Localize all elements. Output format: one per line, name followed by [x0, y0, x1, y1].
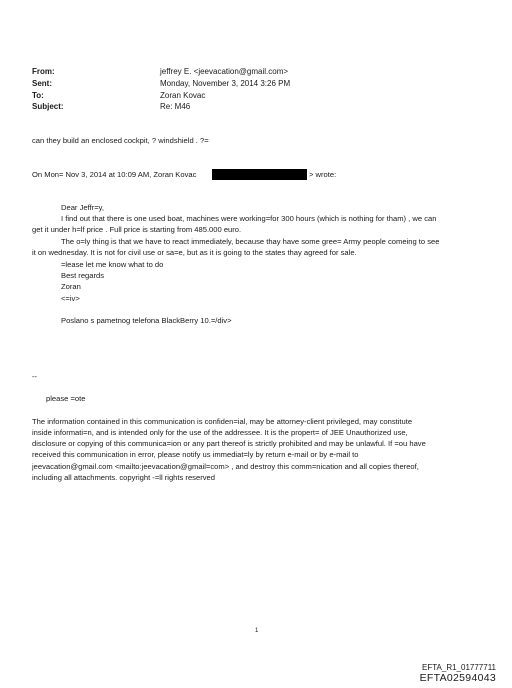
signature-dash: --	[32, 372, 38, 381]
disclaimer-line: The information contained in this communication is confiden=ial, may be attorney-client privileged, may constitute	[32, 417, 413, 426]
sent-label: Sent:	[32, 79, 52, 88]
from-label: From:	[32, 67, 55, 76]
quoted-line: Best regards	[61, 271, 105, 280]
bates-number-large: EFTA02594043	[419, 672, 496, 684]
subject-value: Re: M46	[160, 102, 191, 111]
sent-value: Monday, November 3, 2014 3:26 PM	[160, 79, 291, 88]
quoted-line: <=iv>	[61, 294, 80, 303]
redaction-box	[212, 169, 307, 180]
disclaimer-line: including all attachments. copyright -=ll rights reserved	[32, 473, 215, 482]
quoted-line: Poslano s pametnog telefona BlackBerry 10.=/div>	[61, 316, 232, 325]
please-note: please =ote	[46, 394, 86, 403]
to-value: Zoran Kovac	[160, 91, 206, 100]
to-label: To:	[32, 91, 44, 100]
quoted-line: Zoran	[61, 282, 81, 291]
quoted-line: =lease let me know what to do	[61, 260, 164, 269]
disclaimer-line: disclosure or copying of this communica=ion or any part thereof is strictly prohibited and may be unlawful. If =ou have	[32, 439, 426, 448]
disclaimer-line: jeevacation@gmail.com <mailto:jeevacation@gmail=com> , and destroy this comm=nication and all copies thereof,	[32, 462, 419, 471]
quoted-line: I find out that there is one used boat, machines were working=for 300 hours (which is nothing for tham) , we can	[61, 214, 437, 223]
quoted-line: The o=ly thing is that we have to react immediately, because thay have some gree= Army people comeing to see	[61, 237, 440, 246]
page-number: 1	[255, 628, 259, 634]
reply-body: can they build an enclosed cockpit, ? windshield . ?=	[32, 136, 209, 145]
from-value: jeffrey E. <jeevacation@gmail.com>	[160, 67, 289, 76]
bates-number-small: EFTA_R1_01777711	[422, 663, 496, 672]
quoted-line: get it under h=lf price . Full price is starting from 485.000 euro.	[32, 225, 242, 234]
quoted-line: it on wednesday. It is not for civil use or sa=e, but as it is going to the states thay agreed for sale.	[32, 248, 357, 257]
disclaimer-line: received this communication in error, please notify us immediat=ly by return e-mail or by e-mail to	[32, 450, 359, 459]
disclaimer-line: inside informati=n, and is intended only for the use of the addressee. It is the propert= of JEE Unauthorized use,	[32, 428, 408, 437]
quote-intro: On Mon= Nov 3, 2014 at 10:09 AM, Zoran Kovac	[32, 170, 197, 179]
subject-label: Subject:	[32, 102, 64, 111]
quoted-line: Dear Jeffr=y,	[61, 203, 104, 212]
quote-intro-wrote: > wrote:	[309, 170, 337, 179]
